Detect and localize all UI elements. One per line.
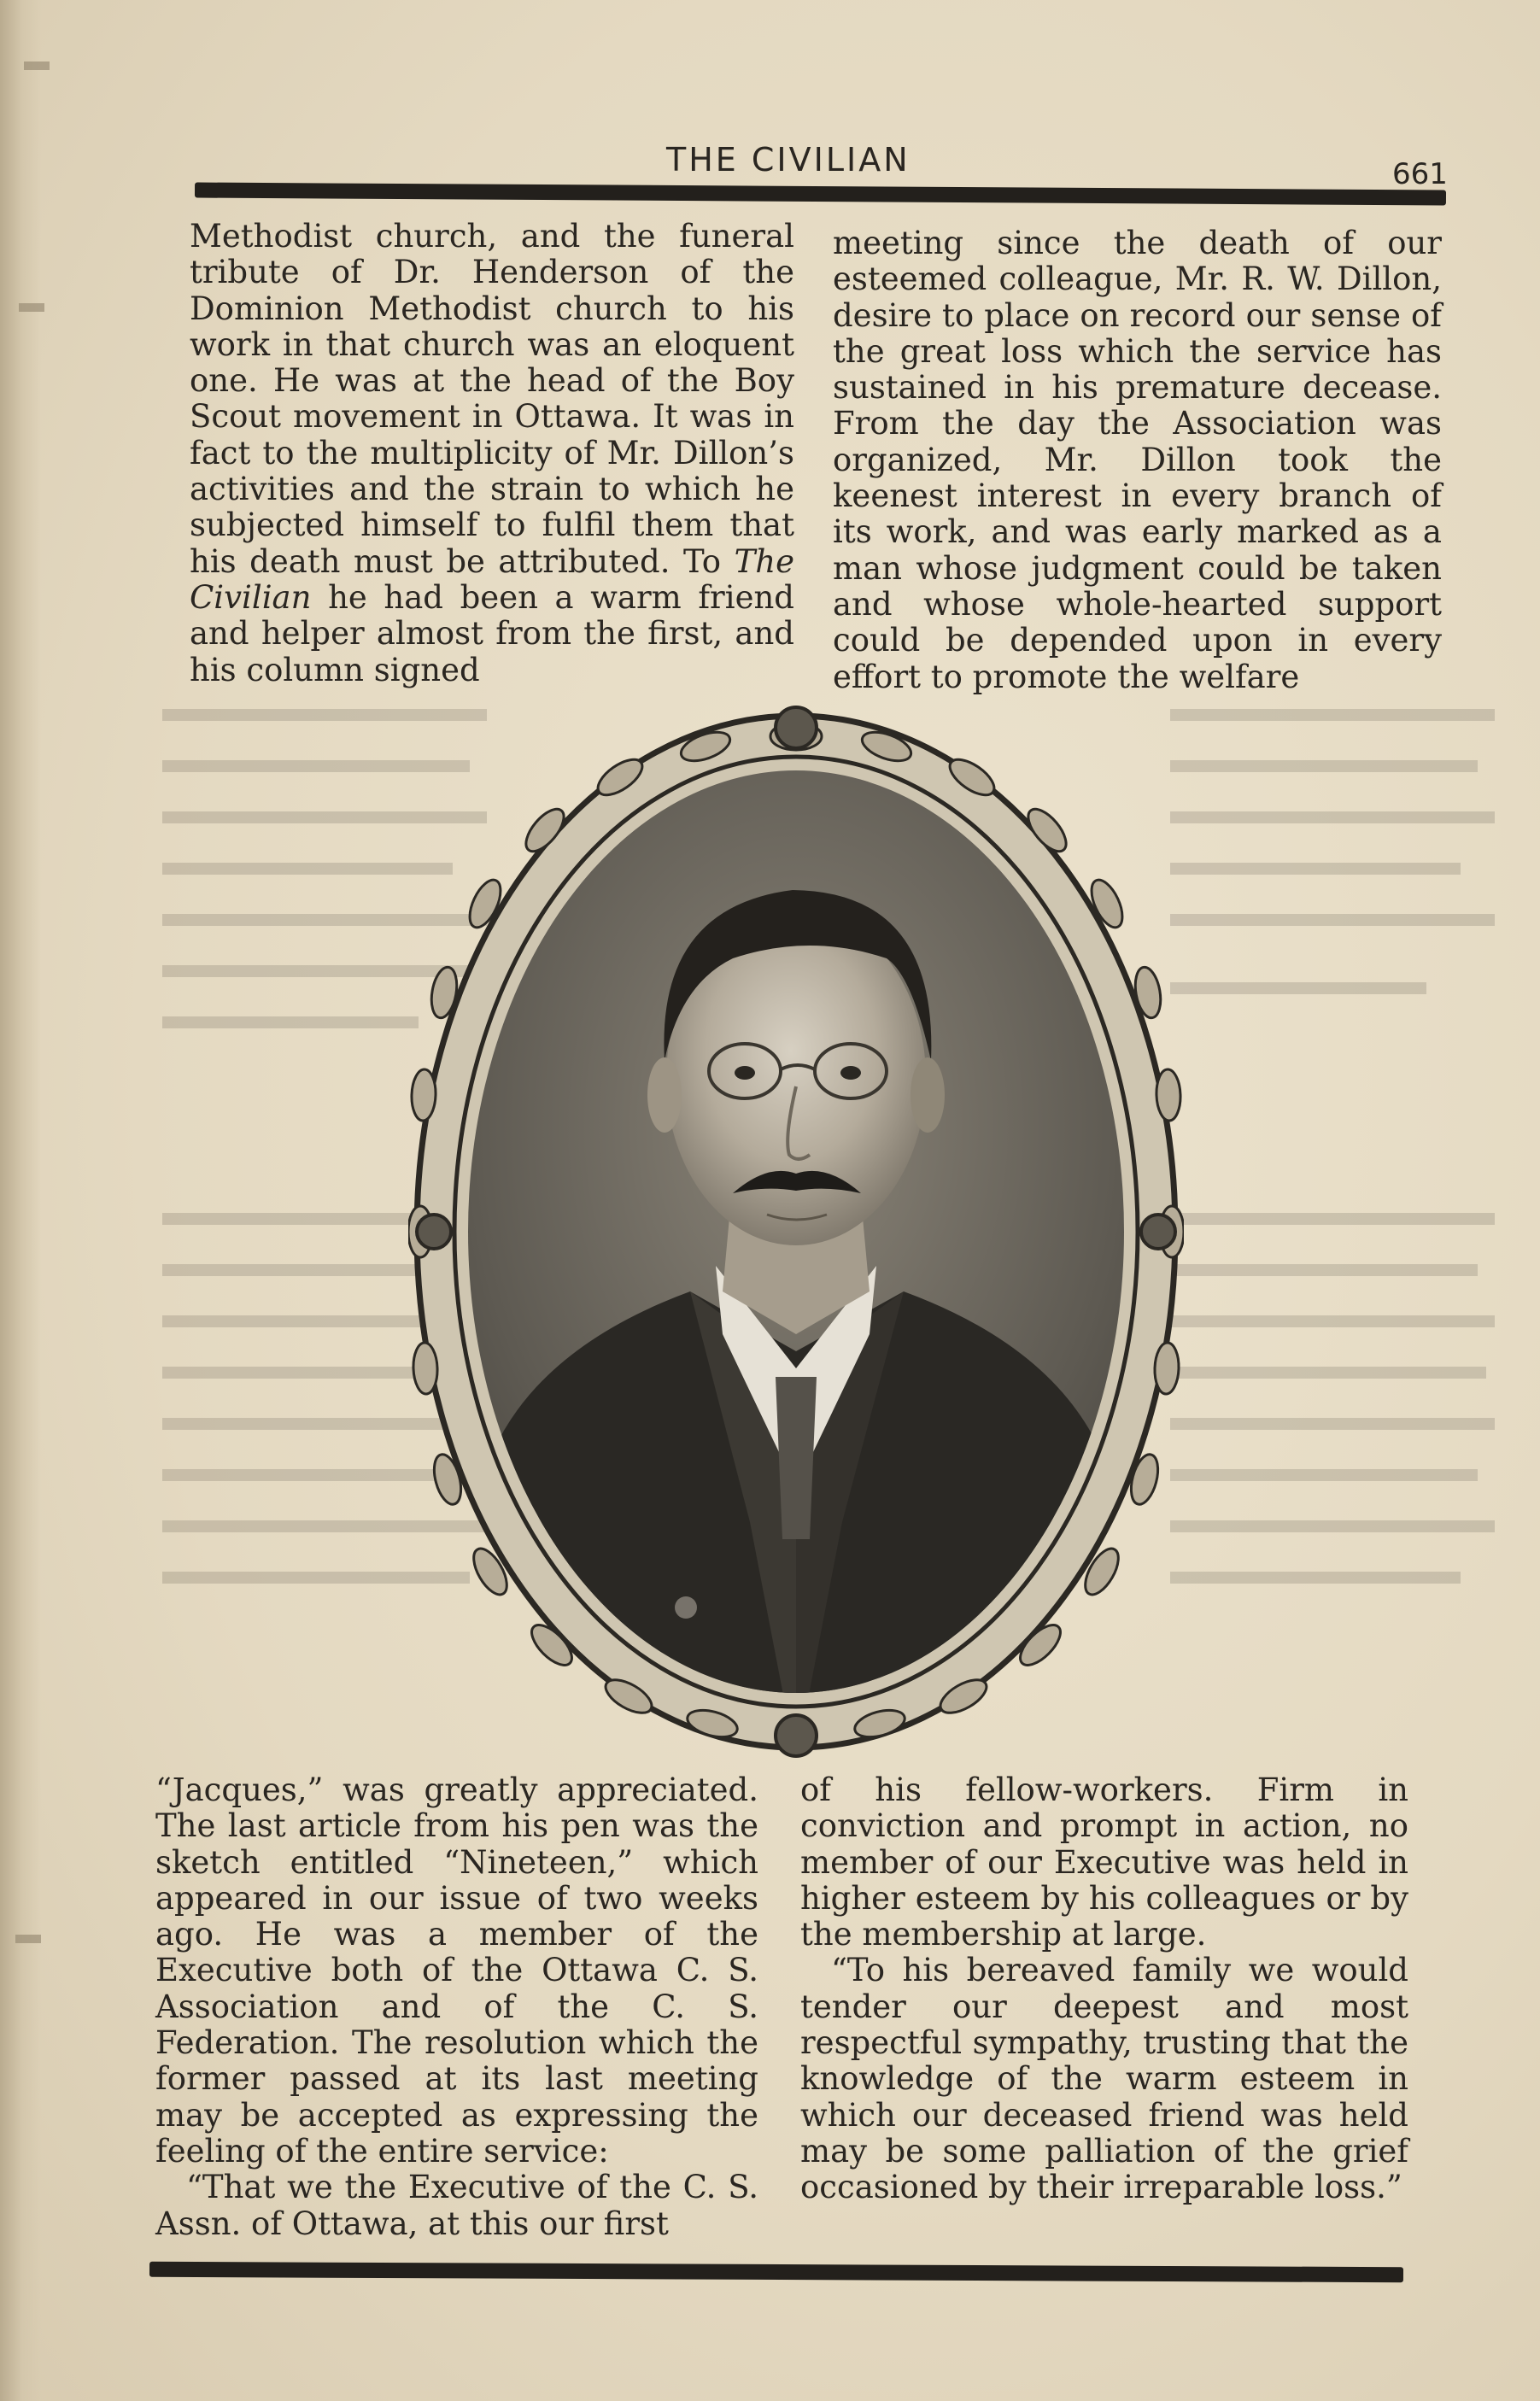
paragraph: “That we the Executive of the C. S. Assn. of Ottawa, at this our first: [155, 2169, 758, 2242]
frame-rosette: [417, 1215, 451, 1249]
frame-rosette: [1141, 1215, 1175, 1249]
paragraph: of his fellow-workers. Firm in conviction and prompt in action, no member of our Executive was held in higher esteem by his colleagues or by the membership at large.: [800, 1771, 1408, 1953]
paragraph: [190, 219, 794, 688]
frame-rosette: [776, 1715, 817, 1756]
text-run: he had been a warm friend and helper almost from the first, and his column signed: [190, 578, 794, 688]
frame-rosette: [776, 707, 817, 748]
column-top-right: [833, 225, 1442, 695]
binding-mark: [15, 1935, 41, 1943]
binding-mark: [24, 61, 50, 70]
column-bottom-left: [155, 1772, 758, 2242]
text-run: Methodist church, and the funeral tribute of Dr. Henderson of the Dominion Methodist church to his work in that church was an eloquent one. He was at the head of the Boy Scout movement in Ottawa. It was in fact to the multiplicity of Mr. Dillon’s activities and the strain to which he subjected himself to fulfil them that his death must be attributed. To: [190, 218, 794, 580]
publication-title: The Civilian: [190, 542, 794, 616]
paragraph: meeting since the death of our esteemed colleague, Mr. R. W. Dillon, desire to place on record our sense of the great loss which the service has sustained in his premature decease. From the day the Association was organized, Mr. Dillon took the keenest interest in every branch of its work, and was early marked as a man whose judgment could be taken and whose whole-hearted support could be depended upon in every effort to promote the welfare: [833, 225, 1442, 695]
page-number: 661: [1392, 157, 1448, 191]
running-head: THE CIVILIAN: [666, 141, 911, 179]
column-bottom-right: [800, 1772, 1408, 2206]
binding-mark: [19, 303, 44, 312]
paragraph: “To his bereaved family we would tender our deepest and most respectful sympathy, trusting that the knowledge of the warm esteem in which our deceased friend was held may be some palliation of the grief occasioned by their irreparable loss.”: [800, 1952, 1408, 2206]
column-top-left: [190, 219, 794, 688]
portrait-photo: [408, 702, 1184, 1761]
binding-gutter: [0, 0, 41, 2401]
coat-button: [675, 1596, 697, 1619]
paragraph: “Jacques,” was greatly appreciated. The last article from his pen was the sketch entitled “Nineteen,” which appeared in our issue of two weeks ago. He was a member of the Executive both of the Ottawa C. S. Association and of the C. S. Federation. The resolution which the former passed at its last meeting may be accepted as expressing the feeling of the entire service:: [155, 1771, 758, 2170]
